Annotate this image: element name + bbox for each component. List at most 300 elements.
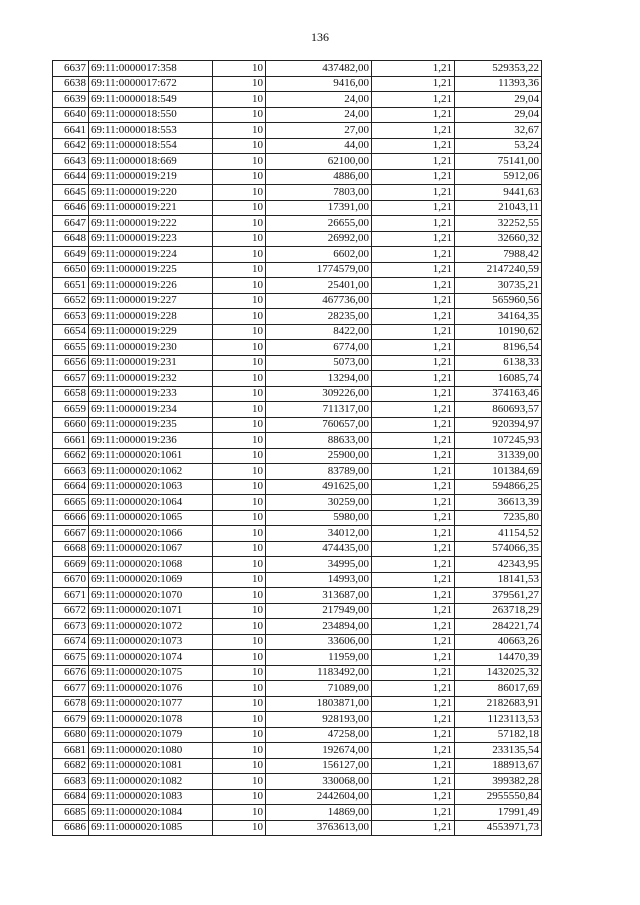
- coefficient-cell: 1,21: [372, 727, 455, 743]
- cadastral-number-cell: 69:11:0000020:1068: [89, 557, 213, 573]
- result-value-cell: 2147240,59: [455, 262, 542, 278]
- row-number-cell: 6664: [53, 479, 89, 495]
- coefficient-cell: 1,21: [372, 386, 455, 402]
- result-value-cell: 2182683,91: [455, 696, 542, 712]
- base-value-cell: 26992,00: [266, 231, 372, 247]
- result-value-cell: 2955550,84: [455, 789, 542, 805]
- row-number-cell: 6667: [53, 526, 89, 542]
- result-value-cell: 594866,25: [455, 479, 542, 495]
- class-cell: 10: [213, 495, 266, 511]
- row-number-cell: 6638: [53, 76, 89, 92]
- coefficient-cell: 1,21: [372, 169, 455, 185]
- table-row: [53, 107, 542, 123]
- cadastral-number-cell: 69:11:0000020:1082: [89, 774, 213, 790]
- coefficient-cell: 1,21: [372, 820, 455, 836]
- coefficient-cell: 1,21: [372, 712, 455, 728]
- cadastral-value-table: [52, 60, 542, 836]
- cadastral-number-cell: 69:11:0000020:1061: [89, 448, 213, 464]
- class-cell: 10: [213, 123, 266, 139]
- result-value-cell: 374163,46: [455, 386, 542, 402]
- cadastral-number-cell: 69:11:0000020:1069: [89, 572, 213, 588]
- cadastral-number-cell: 69:11:0000020:1070: [89, 588, 213, 604]
- table-row: [53, 200, 542, 216]
- coefficient-cell: 1,21: [372, 185, 455, 201]
- row-number-cell: 6637: [53, 61, 89, 77]
- row-number-cell: 6659: [53, 402, 89, 418]
- cadastral-number-cell: 69:11:0000019:224: [89, 247, 213, 263]
- row-number-cell: 6670: [53, 572, 89, 588]
- cadastral-number-cell: 69:11:0000019:226: [89, 278, 213, 294]
- row-number-cell: 6686: [53, 820, 89, 836]
- result-value-cell: 233135,54: [455, 743, 542, 759]
- table-row: [53, 448, 542, 464]
- base-value-cell: 34995,00: [266, 557, 372, 573]
- coefficient-cell: 1,21: [372, 464, 455, 480]
- cadastral-number-cell: 69:11:0000020:1064: [89, 495, 213, 511]
- row-number-cell: 6678: [53, 696, 89, 712]
- row-number-cell: 6669: [53, 557, 89, 573]
- table-row: [53, 92, 542, 108]
- base-value-cell: 6602,00: [266, 247, 372, 263]
- class-cell: 10: [213, 216, 266, 232]
- row-number-cell: 6655: [53, 340, 89, 356]
- base-value-cell: 83789,00: [266, 464, 372, 480]
- result-value-cell: 4553971,73: [455, 820, 542, 836]
- result-value-cell: 41154,52: [455, 526, 542, 542]
- cadastral-number-cell: 69:11:0000020:1079: [89, 727, 213, 743]
- base-value-cell: 1183492,00: [266, 665, 372, 681]
- coefficient-cell: 1,21: [372, 510, 455, 526]
- class-cell: 10: [213, 309, 266, 325]
- row-number-cell: 6658: [53, 386, 89, 402]
- table-row: [53, 681, 542, 697]
- row-number-cell: 6646: [53, 200, 89, 216]
- row-number-cell: 6682: [53, 758, 89, 774]
- table-row: [53, 231, 542, 247]
- cadastral-number-cell: 69:11:0000019:229: [89, 324, 213, 340]
- table-row: [53, 185, 542, 201]
- base-value-cell: 24,00: [266, 107, 372, 123]
- row-number-cell: 6641: [53, 123, 89, 139]
- result-value-cell: 14470,39: [455, 650, 542, 666]
- class-cell: 10: [213, 665, 266, 681]
- base-value-cell: 11959,00: [266, 650, 372, 666]
- result-value-cell: 7988,42: [455, 247, 542, 263]
- coefficient-cell: 1,21: [372, 61, 455, 77]
- class-cell: 10: [213, 402, 266, 418]
- coefficient-cell: 1,21: [372, 774, 455, 790]
- row-number-cell: 6676: [53, 665, 89, 681]
- cadastral-number-cell: 69:11:0000020:1077: [89, 696, 213, 712]
- table-row: [53, 510, 542, 526]
- base-value-cell: 34012,00: [266, 526, 372, 542]
- table-row: [53, 76, 542, 92]
- result-value-cell: 30735,21: [455, 278, 542, 294]
- table-row: [53, 727, 542, 743]
- class-cell: 10: [213, 324, 266, 340]
- row-number-cell: 6652: [53, 293, 89, 309]
- coefficient-cell: 1,21: [372, 681, 455, 697]
- table-row: [53, 324, 542, 340]
- cadastral-number-cell: 69:11:0000020:1062: [89, 464, 213, 480]
- class-cell: 10: [213, 355, 266, 371]
- class-cell: 10: [213, 510, 266, 526]
- cadastral-number-cell: 69:11:0000020:1074: [89, 650, 213, 666]
- base-value-cell: 4886,00: [266, 169, 372, 185]
- result-value-cell: 42343,95: [455, 557, 542, 573]
- base-value-cell: 47258,00: [266, 727, 372, 743]
- class-cell: 10: [213, 433, 266, 449]
- base-value-cell: 88633,00: [266, 433, 372, 449]
- cadastral-number-cell: 69:11:0000020:1065: [89, 510, 213, 526]
- result-value-cell: 53,24: [455, 138, 542, 154]
- cadastral-number-cell: 69:11:0000019:220: [89, 185, 213, 201]
- class-cell: 10: [213, 789, 266, 805]
- table-row: [53, 479, 542, 495]
- row-number-cell: 6644: [53, 169, 89, 185]
- coefficient-cell: 1,21: [372, 402, 455, 418]
- class-cell: 10: [213, 92, 266, 108]
- row-number-cell: 6648: [53, 231, 89, 247]
- class-cell: 10: [213, 231, 266, 247]
- table-row: [53, 355, 542, 371]
- coefficient-cell: 1,21: [372, 278, 455, 294]
- row-number-cell: 6683: [53, 774, 89, 790]
- row-number-cell: 6662: [53, 448, 89, 464]
- row-number-cell: 6660: [53, 417, 89, 433]
- coefficient-cell: 1,21: [372, 495, 455, 511]
- table-row: [53, 665, 542, 681]
- table-row: [53, 216, 542, 232]
- class-cell: 10: [213, 278, 266, 294]
- table-row: [53, 805, 542, 821]
- row-number-cell: 6684: [53, 789, 89, 805]
- table-row: [53, 278, 542, 294]
- cadastral-number-cell: 69:11:0000020:1073: [89, 634, 213, 650]
- table-row: [53, 650, 542, 666]
- base-value-cell: 17391,00: [266, 200, 372, 216]
- coefficient-cell: 1,21: [372, 247, 455, 263]
- table-row: [53, 433, 542, 449]
- cadastral-number-cell: 69:11:0000020:1071: [89, 603, 213, 619]
- class-cell: 10: [213, 820, 266, 836]
- coefficient-cell: 1,21: [372, 526, 455, 542]
- result-value-cell: 284221,74: [455, 619, 542, 635]
- cadastral-number-cell: 69:11:0000018:550: [89, 107, 213, 123]
- row-number-cell: 6654: [53, 324, 89, 340]
- base-value-cell: 491625,00: [266, 479, 372, 495]
- coefficient-cell: 1,21: [372, 76, 455, 92]
- coefficient-cell: 1,21: [372, 107, 455, 123]
- coefficient-cell: 1,21: [372, 541, 455, 557]
- coefficient-cell: 1,21: [372, 293, 455, 309]
- base-value-cell: 5073,00: [266, 355, 372, 371]
- table-row: [53, 371, 542, 387]
- class-cell: 10: [213, 774, 266, 790]
- table-row: [53, 402, 542, 418]
- row-number-cell: 6653: [53, 309, 89, 325]
- cadastral-number-cell: 69:11:0000020:1072: [89, 619, 213, 635]
- row-number-cell: 6643: [53, 154, 89, 170]
- base-value-cell: 309226,00: [266, 386, 372, 402]
- result-value-cell: 565960,56: [455, 293, 542, 309]
- cadastral-number-cell: 69:11:0000019:230: [89, 340, 213, 356]
- base-value-cell: 234894,00: [266, 619, 372, 635]
- coefficient-cell: 1,21: [372, 309, 455, 325]
- cadastral-number-cell: 69:11:0000020:1080: [89, 743, 213, 759]
- base-value-cell: 7803,00: [266, 185, 372, 201]
- result-value-cell: 263718,29: [455, 603, 542, 619]
- coefficient-cell: 1,21: [372, 557, 455, 573]
- coefficient-cell: 1,21: [372, 231, 455, 247]
- table-row: [53, 138, 542, 154]
- coefficient-cell: 1,21: [372, 619, 455, 635]
- class-cell: 10: [213, 371, 266, 387]
- cadastral-number-cell: 69:11:0000020:1067: [89, 541, 213, 557]
- result-value-cell: 10190,62: [455, 324, 542, 340]
- base-value-cell: 313687,00: [266, 588, 372, 604]
- table-row: [53, 526, 542, 542]
- row-number-cell: 6649: [53, 247, 89, 263]
- cadastral-number-cell: 69:11:0000020:1084: [89, 805, 213, 821]
- row-number-cell: 6671: [53, 588, 89, 604]
- table-row: [53, 309, 542, 325]
- result-value-cell: 379561,27: [455, 588, 542, 604]
- class-cell: 10: [213, 758, 266, 774]
- cadastral-number-cell: 69:11:0000019:235: [89, 417, 213, 433]
- base-value-cell: 13294,00: [266, 371, 372, 387]
- row-number-cell: 6666: [53, 510, 89, 526]
- coefficient-cell: 1,21: [372, 154, 455, 170]
- class-cell: 10: [213, 743, 266, 759]
- table-row: [53, 774, 542, 790]
- class-cell: 10: [213, 634, 266, 650]
- cadastral-number-cell: 69:11:0000020:1085: [89, 820, 213, 836]
- table-row: [53, 293, 542, 309]
- result-value-cell: 107245,93: [455, 433, 542, 449]
- table-row: [53, 247, 542, 263]
- table-row: [53, 154, 542, 170]
- class-cell: 10: [213, 340, 266, 356]
- result-value-cell: 21043,11: [455, 200, 542, 216]
- class-cell: 10: [213, 619, 266, 635]
- base-value-cell: 5980,00: [266, 510, 372, 526]
- base-value-cell: 760657,00: [266, 417, 372, 433]
- result-value-cell: 29,04: [455, 92, 542, 108]
- class-cell: 10: [213, 572, 266, 588]
- class-cell: 10: [213, 650, 266, 666]
- result-value-cell: 574066,35: [455, 541, 542, 557]
- row-number-cell: 6650: [53, 262, 89, 278]
- coefficient-cell: 1,21: [372, 216, 455, 232]
- result-value-cell: 32252,55: [455, 216, 542, 232]
- base-value-cell: 24,00: [266, 92, 372, 108]
- result-value-cell: 101384,69: [455, 464, 542, 480]
- row-number-cell: 6668: [53, 541, 89, 557]
- cadastral-number-cell: 69:11:0000018:553: [89, 123, 213, 139]
- table-row: [53, 557, 542, 573]
- class-cell: 10: [213, 386, 266, 402]
- table-row: [53, 572, 542, 588]
- base-value-cell: 467736,00: [266, 293, 372, 309]
- row-number-cell: 6673: [53, 619, 89, 635]
- result-value-cell: 1123113,53: [455, 712, 542, 728]
- table-row: [53, 464, 542, 480]
- class-cell: 10: [213, 154, 266, 170]
- coefficient-cell: 1,21: [372, 650, 455, 666]
- result-value-cell: 86017,69: [455, 681, 542, 697]
- coefficient-cell: 1,21: [372, 634, 455, 650]
- class-cell: 10: [213, 200, 266, 216]
- coefficient-cell: 1,21: [372, 805, 455, 821]
- cadastral-number-cell: 69:11:0000017:672: [89, 76, 213, 92]
- base-value-cell: 27,00: [266, 123, 372, 139]
- base-value-cell: 3763613,00: [266, 820, 372, 836]
- coefficient-cell: 1,21: [372, 696, 455, 712]
- coefficient-cell: 1,21: [372, 355, 455, 371]
- class-cell: 10: [213, 262, 266, 278]
- cadastral-number-cell: 69:11:0000020:1063: [89, 479, 213, 495]
- cadastral-number-cell: 69:11:0000019:228: [89, 309, 213, 325]
- class-cell: 10: [213, 169, 266, 185]
- row-number-cell: 6679: [53, 712, 89, 728]
- cadastral-number-cell: 69:11:0000019:225: [89, 262, 213, 278]
- row-number-cell: 6674: [53, 634, 89, 650]
- row-number-cell: 6656: [53, 355, 89, 371]
- class-cell: 10: [213, 247, 266, 263]
- coefficient-cell: 1,21: [372, 324, 455, 340]
- table-body: [53, 61, 542, 836]
- table-row: [53, 634, 542, 650]
- result-value-cell: 31339,00: [455, 448, 542, 464]
- base-value-cell: 71089,00: [266, 681, 372, 697]
- result-value-cell: 34164,35: [455, 309, 542, 325]
- coefficient-cell: 1,21: [372, 371, 455, 387]
- base-value-cell: 26655,00: [266, 216, 372, 232]
- class-cell: 10: [213, 138, 266, 154]
- cadastral-number-cell: 69:11:0000020:1076: [89, 681, 213, 697]
- base-value-cell: 62100,00: [266, 154, 372, 170]
- result-value-cell: 860693,57: [455, 402, 542, 418]
- base-value-cell: 14869,00: [266, 805, 372, 821]
- coefficient-cell: 1,21: [372, 758, 455, 774]
- table-row: [53, 340, 542, 356]
- row-number-cell: 6681: [53, 743, 89, 759]
- result-value-cell: 36613,39: [455, 495, 542, 511]
- result-value-cell: 1432025,32: [455, 665, 542, 681]
- table-row: [53, 386, 542, 402]
- result-value-cell: 32660,32: [455, 231, 542, 247]
- cadastral-number-cell: 69:11:0000017:358: [89, 61, 213, 77]
- base-value-cell: 14993,00: [266, 572, 372, 588]
- base-value-cell: 2442604,00: [266, 789, 372, 805]
- base-value-cell: 44,00: [266, 138, 372, 154]
- result-value-cell: 57182,18: [455, 727, 542, 743]
- cadastral-number-cell: 69:11:0000019:227: [89, 293, 213, 309]
- base-value-cell: 6774,00: [266, 340, 372, 356]
- class-cell: 10: [213, 588, 266, 604]
- coefficient-cell: 1,21: [372, 138, 455, 154]
- row-number-cell: 6661: [53, 433, 89, 449]
- class-cell: 10: [213, 76, 266, 92]
- row-number-cell: 6677: [53, 681, 89, 697]
- base-value-cell: 217949,00: [266, 603, 372, 619]
- class-cell: 10: [213, 603, 266, 619]
- base-value-cell: 1774579,00: [266, 262, 372, 278]
- base-value-cell: 192674,00: [266, 743, 372, 759]
- table-row: [53, 169, 542, 185]
- base-value-cell: 437482,00: [266, 61, 372, 77]
- base-value-cell: 474435,00: [266, 541, 372, 557]
- cadastral-number-cell: 69:11:0000019:233: [89, 386, 213, 402]
- row-number-cell: 6665: [53, 495, 89, 511]
- base-value-cell: 25401,00: [266, 278, 372, 294]
- cadastral-number-cell: 69:11:0000019:219: [89, 169, 213, 185]
- coefficient-cell: 1,21: [372, 665, 455, 681]
- cadastral-number-cell: 69:11:0000019:234: [89, 402, 213, 418]
- table-row: [53, 603, 542, 619]
- table-row: [53, 619, 542, 635]
- coefficient-cell: 1,21: [372, 448, 455, 464]
- row-number-cell: 6685: [53, 805, 89, 821]
- class-cell: 10: [213, 712, 266, 728]
- table-row: [53, 61, 542, 77]
- row-number-cell: 6672: [53, 603, 89, 619]
- class-cell: 10: [213, 185, 266, 201]
- result-value-cell: 18141,53: [455, 572, 542, 588]
- cadastral-number-cell: 69:11:0000020:1081: [89, 758, 213, 774]
- base-value-cell: 25900,00: [266, 448, 372, 464]
- cadastral-number-cell: 69:11:0000020:1078: [89, 712, 213, 728]
- cadastral-number-cell: 69:11:0000019:222: [89, 216, 213, 232]
- cadastral-number-cell: 69:11:0000018:554: [89, 138, 213, 154]
- cadastral-number-cell: 69:11:0000019:232: [89, 371, 213, 387]
- row-number-cell: 6663: [53, 464, 89, 480]
- class-cell: 10: [213, 107, 266, 123]
- cadastral-number-cell: 69:11:0000019:236: [89, 433, 213, 449]
- class-cell: 10: [213, 557, 266, 573]
- base-value-cell: 330068,00: [266, 774, 372, 790]
- base-value-cell: 156127,00: [266, 758, 372, 774]
- class-cell: 10: [213, 805, 266, 821]
- result-value-cell: 9441,63: [455, 185, 542, 201]
- coefficient-cell: 1,21: [372, 340, 455, 356]
- class-cell: 10: [213, 541, 266, 557]
- result-value-cell: 920394,97: [455, 417, 542, 433]
- result-value-cell: 29,04: [455, 107, 542, 123]
- page-number: 136: [311, 30, 329, 44]
- result-value-cell: 5912,06: [455, 169, 542, 185]
- coefficient-cell: 1,21: [372, 588, 455, 604]
- table-row: [53, 262, 542, 278]
- cadastral-number-cell: 69:11:0000020:1066: [89, 526, 213, 542]
- cadastral-number-cell: 69:11:0000018:669: [89, 154, 213, 170]
- base-value-cell: 33606,00: [266, 634, 372, 650]
- row-number-cell: 6645: [53, 185, 89, 201]
- row-number-cell: 6647: [53, 216, 89, 232]
- result-value-cell: 40663,26: [455, 634, 542, 650]
- base-value-cell: 1803871,00: [266, 696, 372, 712]
- coefficient-cell: 1,21: [372, 92, 455, 108]
- result-value-cell: 399382,28: [455, 774, 542, 790]
- base-value-cell: 9416,00: [266, 76, 372, 92]
- base-value-cell: 928193,00: [266, 712, 372, 728]
- row-number-cell: 6651: [53, 278, 89, 294]
- result-value-cell: 32,67: [455, 123, 542, 139]
- table-row: [53, 820, 542, 836]
- coefficient-cell: 1,21: [372, 572, 455, 588]
- class-cell: 10: [213, 526, 266, 542]
